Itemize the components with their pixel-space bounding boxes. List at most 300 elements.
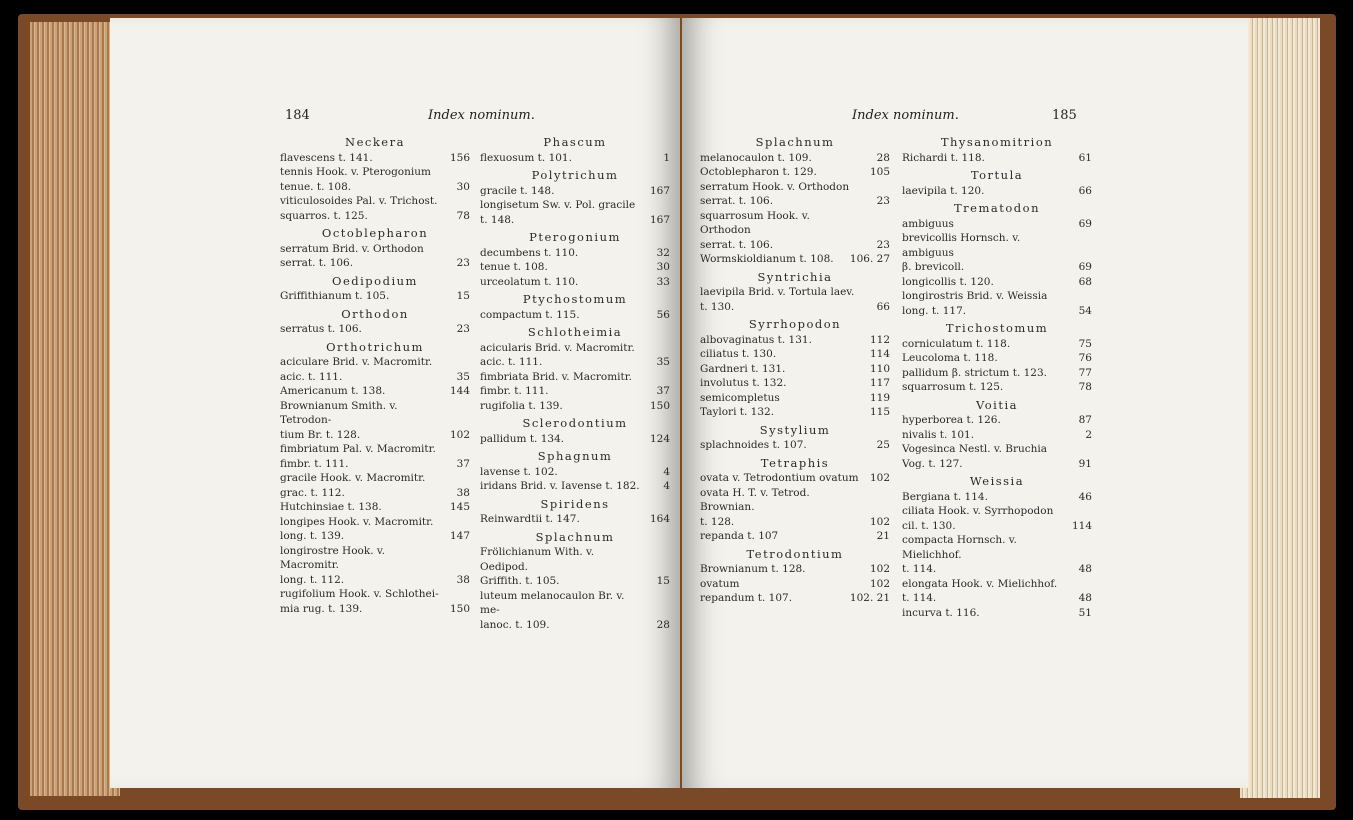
- entry-text: serrat. t. 106.: [280, 257, 354, 269]
- index-entry: [902, 380, 1092, 395]
- entry-page-number: 38: [456, 573, 470, 586]
- index-entry: [480, 512, 670, 527]
- page-number: 184: [285, 108, 310, 123]
- entry-text: Vog. t. 127.: [902, 457, 963, 470]
- index-entry: [280, 151, 470, 166]
- genus-heading: Octoblepharon: [321, 226, 429, 240]
- entry-page-number: 66: [1078, 184, 1092, 197]
- entry-text: lanoc. t. 109.: [480, 618, 550, 631]
- entry-text: Vogesinca Nestl. v. Bruchia: [902, 443, 1048, 455]
- index-entry: [280, 471, 470, 486]
- entry-page-number: 106. 27: [849, 253, 890, 265]
- entry-page-number: 150: [449, 602, 470, 615]
- genus-heading: Thysanomitrion: [940, 135, 1054, 149]
- genus-heading: Ptychostomum: [522, 292, 628, 306]
- index-entry: [280, 573, 470, 588]
- entry-text: elongata Hook. v. Mielichhof.: [902, 577, 1058, 590]
- entry-text: t. 128.: [700, 515, 735, 528]
- entry-text: involutus t. 132.: [700, 377, 787, 389]
- entry-page-number: 114: [869, 348, 890, 360]
- genus-heading: Pterogonium: [529, 230, 621, 244]
- entry-page-number: 30: [456, 180, 470, 193]
- genus-heading: Tetrodontium: [746, 546, 844, 561]
- entry-page-number: 87: [1078, 414, 1092, 426]
- index-entry: [902, 504, 1092, 519]
- index-entry: [700, 362, 890, 377]
- index-entry: [902, 413, 1092, 428]
- entry-text: longirostre Hook. v. Macromitr.: [280, 544, 385, 571]
- genus-heading: Tortula: [970, 168, 1024, 182]
- entry-text: aciculare Brid. v. Macromitr.: [280, 356, 433, 368]
- entry-page-number: 102: [869, 577, 890, 590]
- entry-page-number: 69: [1078, 261, 1092, 273]
- entry-text: ciliatus t. 130.: [700, 348, 777, 360]
- index-entry: [902, 428, 1092, 443]
- entry-page-number: 48: [1078, 563, 1092, 575]
- entry-text: acic. t. 111.: [280, 370, 343, 383]
- index-entry: [480, 589, 670, 618]
- entry-page-number: [1064, 533, 1092, 562]
- genus-heading: Splachnum: [755, 135, 835, 149]
- index-entry: [700, 151, 890, 166]
- entry-page-number: [862, 486, 890, 515]
- entry-text: longicollis t. 120.: [902, 275, 994, 288]
- entry-text: rugifolium Hook. v. Schlothei-: [280, 588, 439, 600]
- entry-text: cil. t. 130.: [902, 519, 956, 532]
- entry-text: t. 114.: [902, 563, 937, 575]
- index-entry: [280, 355, 470, 370]
- entry-text: fimbr. t. 111.: [280, 457, 349, 470]
- index-entry: [280, 428, 470, 443]
- entry-text: laevipila t. 120.: [902, 184, 985, 197]
- entry-text: fimbriatum Pal. v. Macromitr.: [280, 443, 436, 455]
- entry-text: lavense t. 102.: [480, 465, 558, 478]
- entry-page-number: 4: [663, 480, 670, 492]
- index-entry: [480, 275, 670, 290]
- index-entry: [902, 366, 1092, 381]
- entry-text: flavescens t. 141.: [280, 151, 373, 164]
- genus-heading: Sphagnum: [537, 449, 613, 463]
- entry-text: compacta Hornsch. v. Mielichhof.: [902, 534, 1017, 561]
- index-entry: [700, 194, 890, 209]
- index-entry: [700, 391, 890, 406]
- index-entry: [700, 438, 890, 453]
- entry-page-number: 21: [876, 530, 890, 542]
- entry-text: iridans Brid. v. Iavense t. 182.: [480, 480, 640, 492]
- page-number: 185: [1052, 108, 1077, 123]
- index-entry: [902, 577, 1092, 592]
- genus-heading: Trichostomum: [945, 321, 1049, 335]
- entry-text: gracile Hook. v. Macromitr.: [280, 472, 426, 484]
- entry-page-number: 1: [663, 151, 670, 164]
- entry-page-number: 46: [1078, 490, 1092, 503]
- genus-heading: Weissia: [969, 474, 1025, 488]
- index-entry: [700, 300, 890, 315]
- genus-heading: Splachnum: [535, 529, 615, 544]
- entry-text: hyperborea t. 126.: [902, 414, 1001, 426]
- entry-text: grac. t. 112.: [280, 486, 345, 499]
- entry-page-number: [1064, 289, 1092, 304]
- index-entry: [280, 256, 470, 271]
- entry-page-number: [442, 471, 470, 486]
- index-entry: [280, 587, 470, 602]
- index-entry: [700, 562, 890, 577]
- entry-page-number: 38: [456, 486, 470, 499]
- index-entry: [480, 465, 670, 480]
- index-entry: [480, 260, 670, 275]
- entry-page-number: 35: [456, 370, 470, 383]
- index-entry: [280, 322, 470, 337]
- entry-page-number: [442, 587, 470, 602]
- entry-text: Frölichianum With. v. Oedipod.: [480, 546, 595, 573]
- index-entry: [280, 242, 470, 257]
- entry-text: flexuosum t. 101.: [480, 151, 572, 164]
- entry-page-number: 144: [449, 385, 470, 397]
- genus-heading: Spiridens: [540, 496, 610, 511]
- entry-page-number: 68: [1078, 275, 1092, 288]
- entry-text: squarrosum Hook. v. Orthodon: [700, 209, 810, 236]
- index-entry: [280, 165, 470, 180]
- entry-page-number: [442, 442, 470, 457]
- index-entry: [480, 479, 670, 494]
- entry-page-number: 23: [876, 238, 890, 251]
- index-entry: [902, 442, 1092, 457]
- index-column: [480, 132, 670, 632]
- entry-text: luteum melanocaulon Br. v. me-: [480, 589, 625, 616]
- genus-heading: Schlotheimia: [527, 325, 623, 339]
- entry-page-number: [642, 341, 670, 356]
- entry-page-number: 117: [869, 377, 890, 389]
- entry-text: ovata H. T. v. Tetrod. Brownian.: [700, 486, 810, 513]
- index-entry: [700, 180, 890, 195]
- running-header: Index nominum.: [852, 108, 959, 123]
- entry-page-number: 145: [449, 501, 470, 513]
- entry-text: brevicollis Hornsch. v. ambiguus: [902, 232, 1021, 259]
- entry-text: Hutchinsiae t. 138.: [280, 501, 382, 513]
- index-entry: [700, 471, 890, 486]
- entry-page-number: [442, 242, 470, 257]
- index-entry: [480, 246, 670, 261]
- index-entry: [700, 405, 890, 420]
- index-entry: [902, 151, 1092, 166]
- index-entry: [902, 231, 1092, 260]
- entry-text: long. t. 139.: [280, 530, 345, 542]
- entry-page-number: [442, 165, 470, 180]
- index-entry: [902, 606, 1092, 621]
- entry-text: long. t. 112.: [280, 573, 345, 586]
- entry-text: ciliata Hook. v. Syrrhopodon: [902, 505, 1054, 517]
- entry-text: Wormskioldianum t. 108.: [700, 253, 834, 265]
- index-entry: [700, 577, 890, 592]
- entry-text: gracile t. 148.: [480, 184, 555, 197]
- index-entry: [480, 355, 670, 370]
- entry-page-number: 61: [1078, 151, 1092, 164]
- entry-page-number: [1064, 577, 1092, 592]
- entry-text: serrat. t. 106.: [700, 195, 774, 207]
- genus-heading: Polytrichum: [531, 168, 619, 182]
- entry-page-number: 75: [1078, 337, 1092, 350]
- index-entry: [700, 515, 890, 530]
- genus-heading: Neckera: [345, 135, 405, 149]
- genus-heading: Orthodon: [341, 306, 409, 321]
- entry-page-number: 102: [869, 472, 890, 484]
- index-entry: [480, 432, 670, 447]
- entry-text: longipes Hook. v. Macromitr.: [280, 515, 434, 528]
- index-entry: [700, 333, 890, 348]
- index-entry: [700, 376, 890, 391]
- entry-text: tennis Hook. v. Pterogonium: [280, 166, 431, 178]
- entry-text: acicularis Brid. v. Macromitr.: [480, 341, 635, 354]
- entry-page-number: 102: [869, 563, 890, 575]
- entry-text: Richardi t. 118.: [902, 151, 985, 164]
- index-entry: [902, 289, 1092, 304]
- entry-text: Americanum t. 138.: [280, 385, 386, 397]
- entry-text: ovatum: [700, 577, 740, 590]
- genus-heading: Syrrhopodon: [748, 317, 842, 331]
- entry-page-number: 30: [656, 261, 670, 273]
- entry-page-number: [862, 180, 890, 195]
- index-entry: [480, 151, 670, 166]
- index-entry: [280, 194, 470, 209]
- entry-text: Brownianum Smith. v. Tetrodon-: [280, 399, 398, 426]
- page-edges-left: [30, 22, 120, 796]
- entry-text: Taylori t. 132.: [700, 406, 775, 418]
- index-entry: [480, 370, 670, 385]
- index-entry: [480, 213, 670, 228]
- index-entry: [902, 337, 1092, 352]
- entry-page-number: 119: [869, 391, 890, 404]
- entry-page-number: 37: [656, 385, 670, 397]
- index-entry: [700, 252, 890, 267]
- entry-page-number: 51: [1078, 606, 1092, 619]
- index-entry: [902, 275, 1092, 290]
- entry-page-number: 115: [869, 406, 890, 418]
- index-entry: [902, 304, 1092, 319]
- entry-page-number: [442, 355, 470, 370]
- entry-text: tenue. t. 108.: [280, 180, 352, 193]
- index-entry: [280, 529, 470, 544]
- index-entry: [902, 519, 1092, 534]
- entry-page-number: 164: [649, 513, 670, 525]
- index-entry: [902, 562, 1092, 577]
- entry-text: Leucoloma t. 118.: [902, 352, 998, 364]
- entry-text: decumbens t. 110.: [480, 246, 579, 259]
- index-entry: [480, 618, 670, 633]
- entry-text: splachnoides t. 107.: [700, 439, 807, 451]
- entry-text: t. 148.: [480, 213, 515, 226]
- index-entry: [480, 184, 670, 199]
- entry-text: urceolatum t. 110.: [480, 275, 579, 288]
- entry-page-number: 23: [456, 323, 470, 335]
- index-entry: [280, 370, 470, 385]
- entry-page-number: 78: [456, 209, 470, 222]
- index-entry: [902, 490, 1092, 505]
- entry-text: Bergiana t. 114.: [902, 490, 988, 503]
- entry-text: ambiguus: [902, 217, 954, 230]
- index-entry: [280, 209, 470, 224]
- entry-page-number: [1064, 504, 1092, 519]
- genus-heading: Orthotrichum: [326, 339, 424, 354]
- entry-page-number: 15: [456, 290, 470, 302]
- entry-page-number: [862, 209, 890, 238]
- entry-page-number: 54: [1078, 304, 1092, 317]
- entry-page-number: 102. 21: [849, 592, 890, 604]
- entry-page-number: [442, 194, 470, 209]
- entry-page-number: [642, 545, 670, 574]
- entry-page-number: 156: [449, 151, 470, 164]
- entry-text: compactum t. 115.: [480, 308, 580, 321]
- index-entry: [480, 545, 670, 574]
- entry-text: longirostris Brid. v. Weissia: [902, 290, 1048, 302]
- index-entry: [480, 198, 670, 213]
- entry-text: t. 130.: [700, 300, 735, 313]
- entry-text: serratus t. 106.: [280, 323, 362, 335]
- entry-text: t. 114.: [902, 592, 937, 604]
- entry-text: longisetum Sw. v. Pol. gracile: [480, 199, 636, 211]
- index-entry: [480, 384, 670, 399]
- entry-page-number: 112: [869, 333, 890, 346]
- entry-text: squarrosum t. 125.: [902, 381, 1004, 393]
- entry-text: tium Br. t. 128.: [280, 428, 361, 441]
- index-entry: [280, 289, 470, 304]
- index-entry: [280, 500, 470, 515]
- index-column: [700, 132, 890, 606]
- entry-page-number: 23: [876, 195, 890, 207]
- running-header: Index nominum.: [428, 108, 535, 123]
- entry-page-number: 77: [1078, 366, 1092, 379]
- entry-text: Griffith. t. 105.: [480, 575, 560, 587]
- entry-page-number: 37: [456, 457, 470, 470]
- index-entry: [902, 217, 1092, 232]
- genus-heading: Tetraphis: [760, 455, 830, 470]
- entry-page-number: [442, 515, 470, 530]
- entry-page-number: 56: [656, 308, 670, 321]
- index-entry: [700, 529, 890, 544]
- entry-text: fimbr. t. 111.: [480, 385, 549, 397]
- entry-page-number: 102: [449, 428, 470, 441]
- entry-page-number: 114: [1071, 519, 1092, 532]
- index-entry: [480, 399, 670, 414]
- entry-text: Gardneri t. 131.: [700, 362, 786, 375]
- index-entry: [700, 238, 890, 253]
- entry-text: repandum t. 107.: [700, 592, 793, 604]
- index-entry: [700, 285, 890, 300]
- index-entry: [700, 486, 890, 515]
- entry-page-number: 167: [649, 184, 670, 197]
- entry-text: laevipila Brid. v. Tortula laev.: [700, 286, 855, 298]
- entry-page-number: 124: [649, 432, 670, 445]
- right-page: [682, 18, 1248, 788]
- entry-page-number: 147: [449, 530, 470, 542]
- genus-heading: Syntrichia: [757, 269, 833, 284]
- index-entry: [280, 515, 470, 530]
- index-entry: [902, 184, 1092, 199]
- index-entry: [280, 544, 470, 573]
- index-entry: [480, 574, 670, 589]
- index-entry: [280, 457, 470, 472]
- entry-page-number: 102: [869, 515, 890, 528]
- entry-text: incurva t. 116.: [902, 606, 980, 619]
- entry-text: tenue t. 108.: [480, 261, 548, 273]
- entry-text: rugifolia t. 139.: [480, 399, 563, 412]
- entry-text: Griffithianum t. 105.: [280, 290, 390, 302]
- index-entry: [902, 533, 1092, 562]
- entry-text: corniculatum t. 118.: [902, 337, 1011, 350]
- index-entry: [280, 486, 470, 501]
- genus-heading: Voitia: [975, 397, 1018, 412]
- entry-text: pallidum t. 134.: [480, 432, 565, 445]
- entry-page-number: 28: [876, 151, 890, 164]
- genus-heading: Trematodon: [954, 201, 1040, 215]
- entry-page-number: 66: [876, 300, 890, 313]
- entry-text: Brownianum t. 128.: [700, 563, 806, 575]
- entry-text: semicompletus: [700, 391, 780, 404]
- entry-page-number: 167: [649, 213, 670, 226]
- entry-page-number: [862, 285, 890, 300]
- index-entry: [902, 457, 1092, 472]
- index-entry: [280, 399, 470, 428]
- entry-text: Octoblepharon t. 129.: [700, 166, 817, 178]
- entry-page-number: 15: [656, 575, 670, 587]
- entry-page-number: 32: [656, 246, 670, 259]
- entry-text: albovaginatus t. 131.: [700, 333, 812, 346]
- entry-page-number: 105: [869, 166, 890, 178]
- entry-page-number: 91: [1078, 457, 1092, 470]
- index-entry: [700, 591, 890, 606]
- entry-page-number: [1064, 442, 1092, 457]
- entry-page-number: 76: [1078, 352, 1092, 364]
- entry-text: mia rug. t. 139.: [280, 602, 363, 615]
- index-entry: [280, 180, 470, 195]
- genus-heading: Phascum: [543, 135, 607, 149]
- entry-page-number: [1064, 231, 1092, 260]
- entry-text: serrat. t. 106.: [700, 238, 774, 251]
- index-entry: [280, 442, 470, 457]
- entry-page-number: [642, 589, 670, 618]
- entry-text: β. brevicoll.: [902, 261, 965, 273]
- genus-heading: Systylium: [759, 422, 831, 437]
- entry-text: long. t. 117.: [902, 304, 967, 317]
- entry-page-number: 35: [656, 356, 670, 368]
- index-entry: [902, 351, 1092, 366]
- entry-text: ovata v. Tetrodontium ovatum: [700, 472, 859, 484]
- index-column: [280, 132, 470, 616]
- entry-page-number: 28: [656, 618, 670, 631]
- entry-page-number: 25: [876, 439, 890, 451]
- entry-page-number: 150: [649, 399, 670, 412]
- genus-heading: Sclerodontium: [522, 416, 628, 430]
- index-entry: [480, 308, 670, 323]
- entry-page-number: 78: [1078, 381, 1092, 393]
- entry-text: Reinwardtii t. 147.: [480, 513, 580, 525]
- index-entry: [480, 341, 670, 356]
- entry-text: melanocaulon t. 109.: [700, 151, 812, 164]
- entry-page-number: 2: [1085, 428, 1092, 441]
- entry-text: viticulosoides Pal. v. Trichost.: [280, 195, 438, 207]
- entry-text: acic. t. 111.: [480, 356, 543, 368]
- index-column: [902, 132, 1092, 620]
- index-entry: [700, 209, 890, 238]
- index-entry: [902, 591, 1092, 606]
- index-entry: [700, 165, 890, 180]
- index-entry: [280, 384, 470, 399]
- entry-text: serratum Hook. v. Orthodon: [700, 180, 850, 193]
- entry-text: repanda t. 107: [700, 530, 779, 542]
- entry-page-number: 23: [456, 257, 470, 269]
- entry-text: nivalis t. 101.: [902, 428, 975, 441]
- page-edges-right: [1240, 18, 1320, 798]
- genus-heading: Oedipodium: [332, 273, 418, 288]
